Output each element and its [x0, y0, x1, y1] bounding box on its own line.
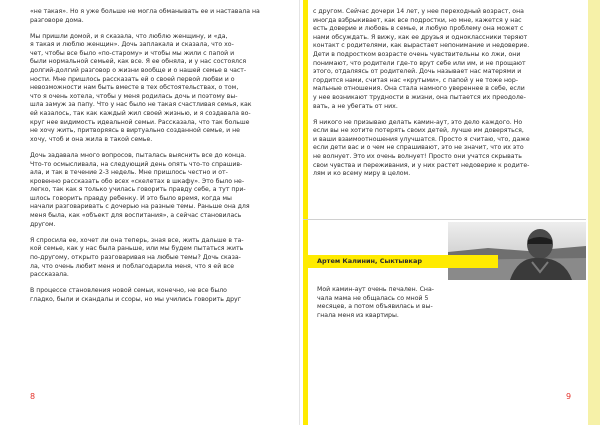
paragraph: «не такая». Но я уже больше не могла обманывать ее и наставала на разговоре дома. [30, 8, 260, 24]
section-divider [303, 219, 586, 220]
author-name: Артем Калинин, Сыктывкар [317, 257, 422, 265]
right-text-column [313, 8, 568, 186]
left-text-column [30, 8, 286, 312]
page-number-left: 8 [30, 392, 36, 401]
paragraph: Мы пришли домой, и я сказала, что люблю женщину, и «да, я такая и люблю женщин». Дочь заплакала и сказала, что хо- чет, чтобы все было «по-старому» и чтобы мы жили с папой и были нормальной семьей, как все. Я ее обняла, и у нас состоялся долгий-долгий разговор о жизни вообще и о нашей семье в част- ности. Мне пришлось рассказать ей о своей первой любви и о невозможности нам быть вместе в тех обстоятельствах, о том, что я очень хотела, чтобы у меня родилась дочь и поэтому вы- шла замуж за папу. Что у нас было не такая счастливая семья, как ей казалось, так как каждый жил своей жизнью, и я создавала во- круг нее видимость идеальной семьи. Рассказала, что так больше не хочу жить, притворяясь в виртуально созданной семье, и не хочу, чтоб и она жила в такой семье. [30, 32, 252, 143]
paragraph: Дочь задавала много вопросов, пыталась выяснить все до конца. Что-то осмысливала, на следующий день опять что-то спрашив- ала, и так в течение 2-3 недель. Мне пришлось честно и от- кровенно рассказать обо всех «скелетах в шкафу». Это было не- легко, так как я только училась говорить правду себе, а тут при- шлось говорить правду ребенку. И это было время, когда мы начали разговаривать с дочерью на разные темы. Раньше она для меня была, как «объект для воспитания», а сейчас становилась другом. [30, 151, 250, 228]
paragraph: с другом. Сейчас дочери 14 лет, у нее переходный возраст, она иногда взбрыкивает, как все подростки, но мне, кажется у нас есть доверие и любовь в семье, и любую проблему она может с нами обсуждать. Я вижу, как ее друзья и одноклассники теряют контакт с родителями, как вырастает непонимание и недоверие. Дети в подростком возрасте очень чувствительны ко лжи, они понимают, что родители где-то врут себе или им, и не прощают этого, отдаляясь от родителей. Дочь называет нас матерями и гордится нами, считая нас «крутыми», с папой у не тоже нор- мальные отношения. Она стала намного увереннее в себе, если у нее возникают трудности в жизни, она пытается их преодоле- вать, а не убегать от них. [313, 8, 530, 110]
author-portrait-photo [448, 222, 586, 280]
paragraph: Я никого не призываю делать камин-аут, это дело каждого. Но если вы не хотите потерять своих детей, лучше им доверяться, и ваши взаимоотношения улучшатся. Просто я считаю, что, даже если дети вас и о чем не спрашивают, это не значит, что их это не волнует. Это их очень волнует! Просто они учатся скрывать свои чувства и переживания, и у них растет недоверие к родите- лям и ко всему миру в целом. [313, 118, 530, 178]
page-number-right: 9 [566, 392, 572, 401]
paragraph: Я спросила ее, хочет ли она теперь, зная все, жить дальше в та- кой семье, как у нас была раньше, или мы будем пытаться жить по-другому, открыто разговаривая на любые темы? Дочь сказа- ла, что очень любит меня и поблагодарила меня, что я ей все рассказала. [30, 236, 244, 279]
quote-text: Мой камин-аут очень печален. Сна- чала мама не общалась со мной 5 месяцев, а потом объявилась и вы- гнала меня из квартиры. [317, 286, 434, 319]
paragraph: В процессе становления новой семьи, конечно, не все было гладко, были и скандалы и ссоры, но мы учились говорить друг [30, 287, 241, 303]
author-quote [317, 286, 447, 320]
